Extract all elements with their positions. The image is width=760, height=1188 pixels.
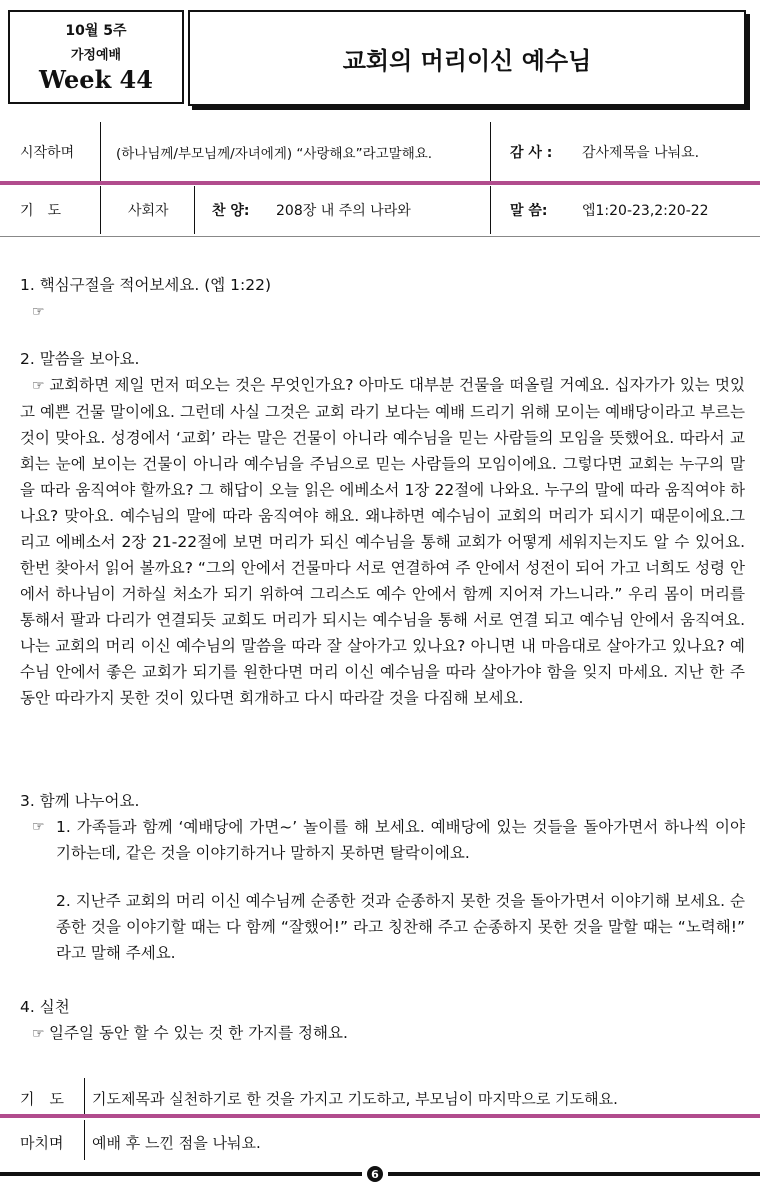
section-2-body: 교회하면 제일 먼저 떠오는 것은 무엇인가요? 아마도 대부분 건물을 떠올릴 거예요. 십자가가 있는 멋있고 예쁜 건물 말이에요. 그런데 사실 그것은 교회 라기 보다는 예배 드리기 위해 모이는 예배당이라고 부르는 것이 맞아요. 성경에서 ‘교회’ 라는 말은 건물이 아니라 예수님을 믿는 사람들의 모임을 뜻했어요. 따라서 교회는 눈에 보이는 건물이 아니라 예수님을 주님으로 믿는 사람들의 모임이에요. 그렇다면 교회는 누구의 말을 따라 움직여야 할까요? 그 해답이 오늘 읽은 에베소서 1장 22절에 나와요. 누구의 말에 따라 움직여야 하나요? 맞아요. 예수님의 말에 따라 움직여야 해요. 왜냐하면 예수님이 교회의 머리가 되시기 때문이에요.그리고 에베소서 2장 21-22절에 보면 머리가 되신 예수님을 통해 교회가 어떻게 세워지는지도 알 수 있어요. 한번 찾아서 읽어 볼까요? “그의 안에서 건물마다 서로 연결하여 주 안에서 성전이 되어 가고 너희도 성령 안에서 하나님이 거하실 처소가 되기 위하여 그리스도 예수 안에서 함께 지어져 가느니라.” 우리 몸이 머리를 통해서 팔과 다리가 연결되듯 교회도 머리가 되시는 예수님을 통해 서로 연결 되고 예수님 안에서 움직여요. 나는 교회의 머리 이신 예수님의 말씀을 따라 잘 살아가고 있나요? 아니면 내 마음대로 살아가고 있나요? 예수님 안에서 좋은 교회가 되기를 원한다면 머리 이신 예수님을 따라 살아가야 함을 잊지 마세요. 지난 한 주 동안 따라가지 못한 것이 있다면 회개하고 다시 따라갈 것을 다짐해 보세요.: [20, 376, 745, 707]
section-read-word: [20, 346, 745, 711]
section-practice: [20, 994, 745, 1047]
word-text: 엡1:20-23,2:20-22: [582, 203, 709, 219]
pointing-hand-icon: ☞: [32, 1026, 50, 1042]
share-item-2: 2. 지난주 교회의 머리 이신 예수님께 순종한 것과 순종하지 못한 것을 돌아가면서 이야기해 보세요. 순종한 것을 이야기할 때는 다 함께 “잘했어!” 라고 칭찬해 주고 순종하지 못한 것을 말할 때는 “노력해!” 라고 말해 주세요.: [56, 892, 745, 962]
service-name: 가정예배: [70, 48, 122, 63]
divider: [490, 122, 491, 182]
section-key-verse: [20, 272, 745, 325]
footer-closing-label: 마치며: [20, 1134, 64, 1152]
footer-prayer-label: 기 도: [20, 1090, 64, 1108]
pointing-hand-icon: ☞: [32, 304, 45, 320]
hymn-label: 찬 양:: [212, 203, 250, 219]
start-text: (하나님께/부모님께/자녀에게) “사랑해요”라고말해요.: [116, 146, 433, 162]
week-date: 10월 5주: [65, 23, 127, 39]
footer-closing-text: 예배 후 느낀 점을 나눠요.: [92, 1134, 261, 1152]
section-4-title: 4. 실천: [20, 998, 70, 1016]
section-3-title: 3. 함께 나누어요.: [20, 792, 140, 810]
footer-prayer-text: 기도제목과 실천하기로 한 것을 가지고 기도하고, 부모님이 마지막으로 기도해요.: [92, 1090, 618, 1108]
footer-closing-row: [0, 1122, 760, 1158]
footer-prayer-row: [0, 1082, 760, 1114]
section-1-title: 1. 핵심구절을 적어보세요. (엡 1:22): [20, 276, 272, 294]
divider: [84, 1120, 85, 1160]
pink-divider: [0, 1114, 760, 1118]
start-label: 시작하며: [20, 145, 75, 161]
section-share: [20, 788, 745, 966]
pointing-hand-icon: ☞: [32, 378, 50, 394]
divider: [194, 186, 195, 234]
gray-divider: [0, 236, 760, 237]
section-2-title: 2. 말씀을 보아요.: [20, 350, 140, 368]
leader-label: 사회자: [128, 203, 169, 219]
thanks-label: 감 사 :: [510, 145, 553, 161]
prayer-label: 기 도: [20, 203, 62, 219]
footer-bar-left: [0, 1172, 362, 1176]
word-label: 말 씀:: [510, 203, 548, 219]
divider: [490, 186, 491, 234]
section-4-body: 일주일 동안 할 수 있는 것 한 가지를 정해요.: [49, 1024, 348, 1042]
info-row-start: [0, 122, 760, 182]
divider: [100, 122, 101, 182]
hymn-text: 208장 내 주의 나라와: [276, 203, 411, 219]
share-item-1: 1. 가족들과 함께 ‘예배당에 가면~’ 놀이를 해 보세요. 예배당에 있는 것들을 돌아가면서 하나씩 이야기하는데, 같은 것을 이야기하거나 말하지 못하면 탈락이에요.: [56, 818, 745, 862]
week-box: [8, 10, 184, 104]
divider: [84, 1078, 85, 1114]
pointing-hand-icon: ☞: [32, 819, 45, 835]
pink-divider: [0, 181, 760, 185]
page-number: 6: [367, 1166, 383, 1182]
info-row-prayer: [0, 186, 760, 234]
page-title: 교회의 머리이신 예수님: [188, 10, 746, 106]
divider: [100, 186, 101, 234]
thanks-text: 감사제목을 나눠요.: [582, 145, 700, 161]
week-number: Week 44: [39, 65, 153, 94]
footer-bar-right: [388, 1172, 760, 1176]
